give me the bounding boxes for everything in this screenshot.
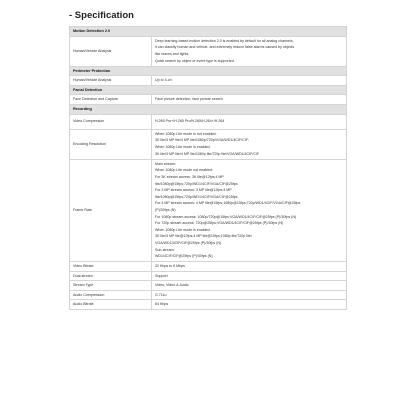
value-line: lite/1080p@15fps;720p/WD1/4CIF/VGA/CIF@25fps (155, 194, 238, 199)
row-label: Encoding Resolution (70, 129, 152, 159)
table-row (70, 281, 347, 291)
section-title: Perimeter Protection (70, 66, 347, 76)
row-value (152, 36, 347, 66)
row-label: Frame Rate (70, 159, 152, 262)
row-value: Face picture detection, face picture search (152, 95, 347, 105)
value-line: Sub-stream: (155, 247, 175, 252)
table-row (70, 114, 347, 129)
section-title: Recording (70, 104, 347, 114)
row-label: Video Compression (70, 114, 152, 129)
value-line: 3K lite/3 MP lite/4 MP lite/1080p/720p/VGA/WD1/4CIF/CIF; (155, 138, 249, 143)
value-line: When 1080p Lite mode is enabled: (155, 145, 211, 150)
row-value (152, 129, 347, 159)
value-line: When 1080p Lite mode is not enabled: (155, 131, 217, 136)
row-value: Video, Video & Audio (152, 281, 347, 291)
row-label: Dual-stream (70, 271, 152, 281)
table-row (70, 271, 347, 281)
page-title: - Specification (69, 10, 134, 21)
row-value (152, 159, 347, 262)
table-row (70, 300, 347, 310)
value-line: (P)/30fps (N) (155, 207, 176, 212)
value-line: lite/1080p@15fps;720p/WD1/4CIF/VGA/CIF@25fps (155, 181, 238, 186)
value-line: VGA/WD1/4CIF/CIF@25fps (P)/30fps (N) (155, 240, 222, 245)
row-label: Audio Compression (70, 290, 152, 300)
row-value: H.265 Pro+/H.265 Pro/H.265/H.264+/H.264 (152, 114, 347, 129)
section-motion-detection (70, 27, 347, 37)
table-row (70, 76, 347, 86)
value-line: Deep learning-based motion detection 2.0 is enabled by default for all analog channels, (155, 38, 294, 43)
row-label: Face Detection and Capture (70, 95, 152, 105)
row-value: 64 Kbps (152, 300, 347, 310)
value-line: For 3K stream access: 3K lite@12fps;4 MP (155, 174, 224, 179)
table-row (70, 262, 347, 272)
row-value: Support (152, 271, 347, 281)
row-label: Human/Vehicle Analysis (70, 36, 152, 66)
value-line: 3K lite/3 MP lite/4 MP lite/1080p lite/720p lite/VGA/WD1/4CIF/CIF (155, 151, 260, 156)
row-label: Audio Bitrate (70, 300, 152, 310)
row-label: Video Bitrate (70, 262, 152, 272)
row-label: Human/Vehicle Analysis (70, 76, 152, 86)
table-row (70, 36, 347, 66)
section-facial-detection (70, 85, 347, 95)
section-recording (70, 104, 347, 114)
section-title: Motion Detection 2.0 (70, 27, 347, 37)
value-line: like leaves and lights; (155, 52, 190, 57)
table-row (70, 95, 347, 105)
value-line: For 1080p stream access: 1080p/720p@15fps;VGA/WD1/4CIF/CIF@25fps (P)/30fps (N) (155, 214, 297, 219)
value-line: Main stream: (155, 161, 176, 166)
value-line: it can classify human and vehicle, and extremely reduce false alarms caused by objects (155, 45, 295, 50)
value-line: For 4 MP stream access: 4 MP lite@15fps;1080p@15fps;720p/WD1/4CIF/VGA/CIF@25fps (155, 201, 301, 206)
value-line: 3K lite/3 MP lite@12fps;4 MP lite@15fps;1080p lite/720p lite/ (155, 234, 252, 239)
row-value: Up to 4-ch (152, 76, 347, 86)
table-row (70, 129, 347, 159)
value-line: For 3 MP stream access: 3 MP lite@12fps;4 MP (155, 188, 232, 193)
value-line: Quick search by object or event type is supported (155, 58, 234, 63)
table-row (70, 290, 347, 300)
value-line: For 720p stream access: 720p@25fps;VGA/WD1/4CIF/CIF@25fps (P)/30fps (N) (155, 221, 284, 226)
row-value: 32 Kbps to 6 Mbps (152, 262, 347, 272)
spec-table (69, 26, 347, 310)
section-title: Facial Detection (70, 85, 347, 95)
table-row (70, 159, 347, 262)
section-perimeter-protection (70, 66, 347, 76)
row-value: G.711u (152, 290, 347, 300)
row-label: Stream Type (70, 281, 152, 291)
value-line: WD1/4CIF/CIF@25fps (P)/30fps (N) (155, 254, 213, 259)
value-line: When 1080p Lite mode is enabled: (155, 227, 211, 232)
value-line: When 1080p Lite mode not enabled: (155, 168, 213, 173)
